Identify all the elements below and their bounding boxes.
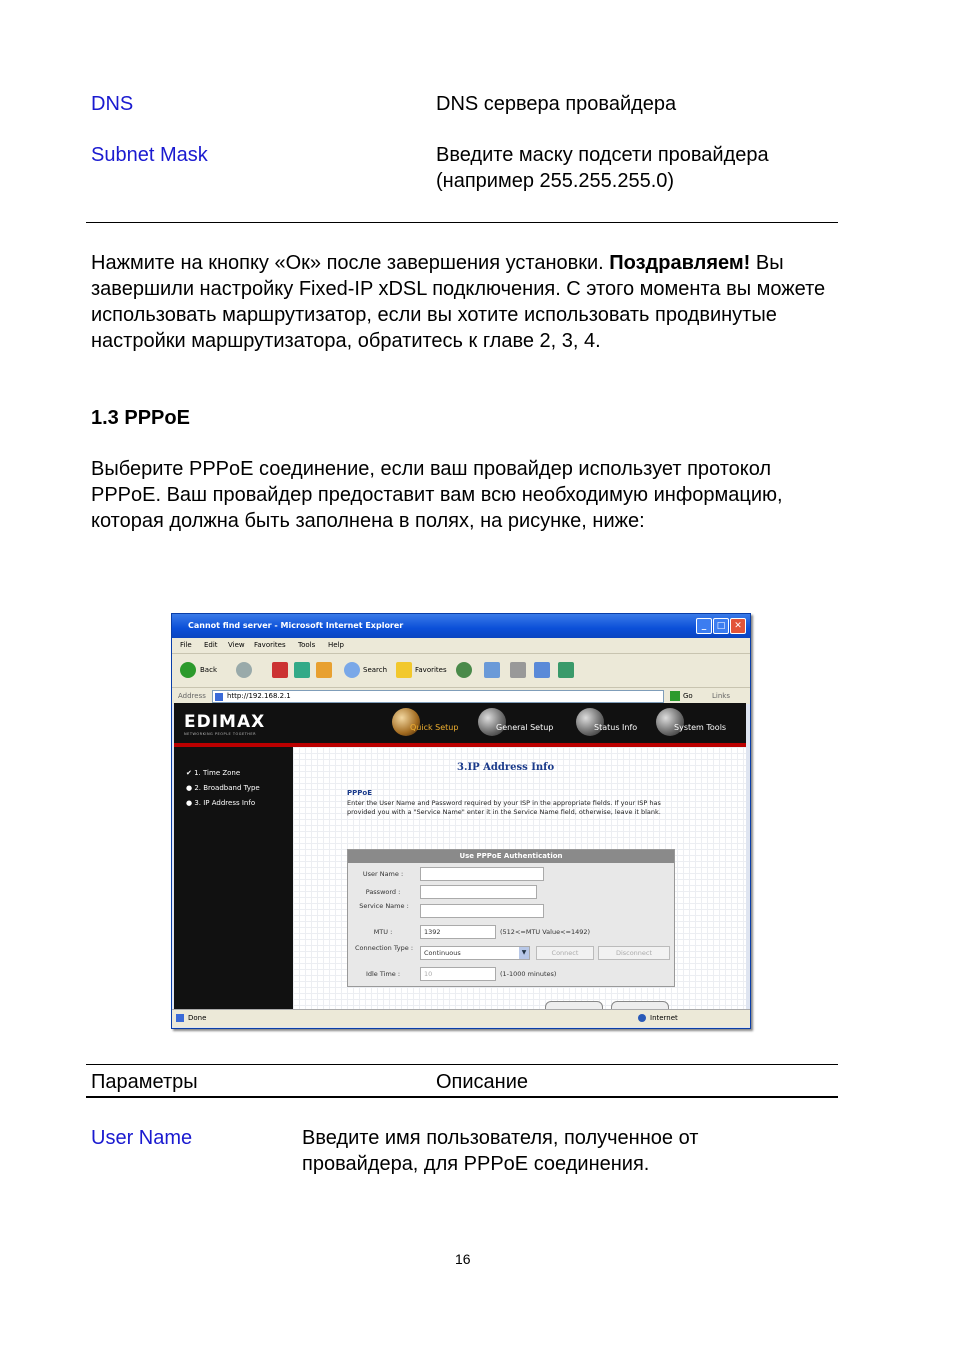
window-title: Cannot find server - Microsoft Internet Explorer <box>188 621 404 630</box>
setup-sidebar <box>174 747 293 1009</box>
idle-time-value: 10 <box>424 970 433 978</box>
page-icon <box>215 693 223 701</box>
close-icon[interactable]: ✕ <box>730 618 746 634</box>
content-heading: PPPoE <box>347 789 372 797</box>
password-input[interactable] <box>420 885 537 899</box>
param-subnet-mask: Subnet Mask <box>91 144 208 166</box>
completion-rest: Вы завершили настройку Fixed-IP xDSL подключения. С этого момента вы можете использовать маршрутизатор, если вы хотите использовать продвинутые настройки маршрутизатора, обратитесь к главе 2, 3, 4. <box>91 252 826 352</box>
param-dns: DNS <box>91 93 134 115</box>
mtu-label: MTU : <box>373 928 393 936</box>
toolbar <box>172 653 750 688</box>
pppoe-auth-form <box>347 849 675 987</box>
refresh-icon[interactable] <box>294 662 310 678</box>
address-url: http://192.168.2.1 <box>227 692 291 700</box>
user-name-input[interactable] <box>420 867 544 881</box>
desc-user-name-line2: провайдера, для PPPoE соединения. <box>302 1153 650 1175</box>
menu-favorites[interactable]: Favorites <box>254 641 286 649</box>
address-label: Address <box>178 692 206 700</box>
connection-type-select[interactable] <box>420 946 530 960</box>
search-icon[interactable] <box>344 662 360 678</box>
menu-bar <box>172 638 750 653</box>
sidebar-item-time-zone[interactable] <box>186 769 240 777</box>
browser-screenshot <box>171 613 751 1029</box>
back-icon[interactable] <box>180 662 196 678</box>
status-zone: Internet <box>650 1014 678 1022</box>
links-label[interactable]: Links <box>712 692 730 700</box>
address-input[interactable] <box>212 690 664 703</box>
check-icon: ✔ <box>186 769 195 777</box>
disconnect-button[interactable]: Disconnect <box>598 946 670 960</box>
page-done-icon <box>176 1014 184 1022</box>
content-description: Enter the User Name and Password required by your ISP in the appropriate fields. If your ISP has provided you with a "Service Name" enter it in the Service Name field, otherwise, leave it blank. <box>347 799 661 816</box>
search-label[interactable]: Search <box>363 666 388 674</box>
minimize-icon[interactable]: _ <box>696 618 712 634</box>
home-icon[interactable] <box>316 662 332 678</box>
sidebar-item-label: 2. Broadband Type <box>194 784 260 792</box>
chevron-down-icon[interactable]: ▼ <box>519 947 529 959</box>
maximize-icon[interactable]: □ <box>713 618 729 634</box>
bullet-icon: ● <box>186 784 195 792</box>
menu-help[interactable]: Help <box>328 641 344 649</box>
favorites-label[interactable]: Favorites <box>415 666 447 674</box>
edimax-logo: EDIMAX <box>184 712 266 732</box>
page-number: 16 <box>455 1251 471 1267</box>
content-area <box>293 747 746 1009</box>
mtu-value: 1392 <box>424 928 441 936</box>
edit-icon[interactable] <box>534 662 550 678</box>
idle-time-input[interactable] <box>420 967 496 981</box>
menu-file[interactable]: File <box>180 641 192 649</box>
print-icon[interactable] <box>510 662 526 678</box>
nav-label: Status Info <box>594 723 638 732</box>
param-user-name: User Name <box>91 1127 193 1149</box>
window-titlebar <box>172 614 750 638</box>
address-bar <box>172 687 750 704</box>
sidebar-item-label: 1. Time Zone <box>194 769 241 777</box>
sidebar-item-label: 3. IP Address Info <box>194 799 256 807</box>
forward-icon[interactable] <box>236 662 252 678</box>
completion-text: Нажмите на кнопку «Ок» после завершения установки. <box>91 252 604 274</box>
globe-icon <box>638 1014 646 1022</box>
row-mtu <box>348 925 674 939</box>
row-connection-type <box>348 943 674 963</box>
menu-view[interactable]: View <box>228 641 245 649</box>
status-done: Done <box>188 1014 207 1022</box>
status-bar <box>172 1009 750 1027</box>
col-header-params: Параметры <box>91 1071 198 1093</box>
favorites-icon[interactable] <box>396 662 412 678</box>
nav-label: General Setup <box>496 723 554 732</box>
mail-icon[interactable] <box>484 662 500 678</box>
connection-type-value: Continuous <box>424 949 461 957</box>
auth-header: Use PPPoE Authentication <box>348 850 674 863</box>
history-icon[interactable] <box>456 662 472 678</box>
sidebar-item-broadband-type[interactable] <box>186 784 260 792</box>
menu-tools[interactable]: Tools <box>298 641 316 649</box>
col-header-description: Описание <box>436 1071 529 1093</box>
menu-edit[interactable]: Edit <box>204 641 218 649</box>
row-password <box>348 885 674 899</box>
paragraph-completion <box>91 250 836 354</box>
service-name-input[interactable] <box>420 904 544 918</box>
mtu-input[interactable] <box>420 925 496 939</box>
row-idle-time <box>348 967 674 981</box>
service-name-label: Service Name : <box>359 902 409 910</box>
connect-button[interactable]: Connect <box>536 946 594 960</box>
idle-time-label: Idle Time : <box>365 970 401 978</box>
idle-time-note: (1-1000 minutes) <box>500 970 557 978</box>
mtu-note: (512<=MTU Value<=1492) <box>500 928 591 936</box>
row-service-name <box>348 901 674 921</box>
stop-icon[interactable] <box>272 662 288 678</box>
congratulations-text: Поздравляем! <box>609 252 751 274</box>
user-name-label: User Name : <box>362 870 404 878</box>
go-icon[interactable] <box>670 691 680 701</box>
go-label[interactable]: Go <box>683 692 693 700</box>
paragraph-intro: Выберите PPPoE соединение, если ваш провайдер использует протокол PPPoE. Ваш провайдер предоставит вам всю необходимую информацию, которая должна быть заполнена в полях, на рисунке, ниже: <box>91 458 783 532</box>
desc-dns: DNS сервера провайдера <box>436 93 677 115</box>
edimax-tagline: NETWORKING PEOPLE TOGETHER <box>184 732 257 736</box>
password-label: Password : <box>365 888 401 896</box>
content-title: 3.IP Address Info <box>457 762 555 773</box>
section-heading: 1.3 PPPoE <box>91 407 190 429</box>
table-header-rule <box>86 1096 838 1098</box>
sidebar-item-ip-address-info[interactable] <box>186 799 255 807</box>
desc-user-name-line1: Введите имя пользователя, полученное от <box>302 1127 699 1149</box>
router-banner <box>174 703 746 747</box>
connection-type-label: Connection Type : <box>354 944 414 952</box>
bullet-icon: ● <box>186 799 195 807</box>
nav-label: Quick Setup <box>410 723 459 732</box>
table-top-rule <box>86 1064 838 1065</box>
back-label[interactable]: Back <box>200 666 217 674</box>
desc-subnet-mask-line2: (например 255.255.255.0) <box>436 170 675 192</box>
table-rule <box>86 222 838 223</box>
row-user-name <box>348 867 674 881</box>
nav-label: System Tools <box>674 723 727 732</box>
messenger-icon[interactable] <box>558 662 574 678</box>
desc-subnet-mask-line1: Введите маску подсети провайдера <box>436 144 769 166</box>
